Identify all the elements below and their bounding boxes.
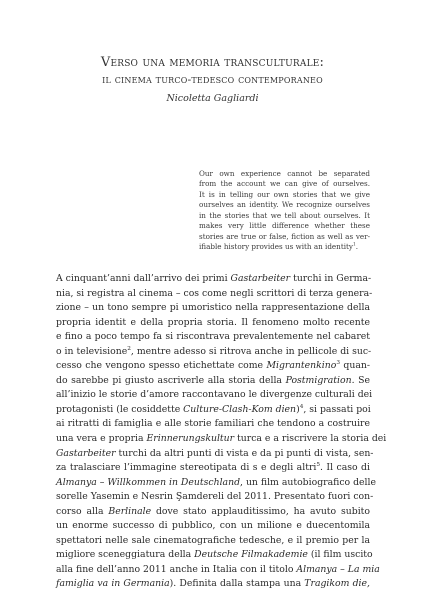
text: , mentre adesso si ritrova anche in pellicole di suc- — [130, 345, 372, 357]
text: protagonisti (le cosiddette — [56, 403, 184, 415]
footnote-ref: 3 — [336, 360, 340, 367]
text: turca e a riscrivere la storia dei — [234, 433, 387, 445]
body-line — [56, 432, 387, 447]
body-line: e fino a poco tempo fa si riscontrava prevalentemente nel cabaret — [56, 331, 370, 343]
epigraph-line: ourselves an identity. We recognize ourselves — [199, 200, 370, 210]
epigraph-line: makes very little difference whether these — [199, 221, 370, 231]
epigraph-text: ifiable history provides us with an identity — [199, 242, 353, 252]
italic-term: Almanya – La mia — [296, 563, 380, 575]
text: dove stato applauditissimo, ha avuto subito — [151, 505, 371, 517]
text: A cinquant’anni dall’arrivo dei primi — [56, 273, 231, 284]
text: ) — [296, 403, 300, 415]
epigraph-line: from the account we can give of ourselves. — [199, 179, 370, 189]
text: migliore sceneggiatura della — [56, 549, 195, 561]
italic-term: Almanya – Willkommen in Deutschland — [56, 476, 241, 488]
body-line — [56, 345, 370, 360]
italic-term: famiglia va in Germania — [56, 578, 170, 590]
epigraph-line — [199, 242, 370, 252]
epigraph-line: in the stories that we tell about ourselves. It — [199, 210, 370, 220]
text: cesso che vengono spesso etichettate come — [56, 360, 267, 372]
italic-term: Tragikom die, — [304, 578, 370, 590]
body-line: spettatori nelle sale cinematografiche tedesche, e il premio per la — [56, 534, 370, 546]
article-title-line-2: il cinema turco-tedesco contemporaneo — [102, 73, 323, 86]
text: corso alla — [56, 505, 109, 517]
text: (il film uscito — [307, 549, 373, 561]
article-author: Nicoletta Gagliardi — [166, 93, 259, 104]
text: , un film autobiografico delle — [240, 476, 377, 488]
epigraph-line: It is in telling our own stories that we give — [199, 189, 370, 199]
footnote-ref: 4 — [299, 403, 304, 410]
text: quan- — [339, 360, 370, 372]
body-text — [56, 272, 387, 592]
body-line: zione – un tono sempre pi umoristico nella rappresentazione della — [56, 302, 370, 314]
text: turchi in Germa- — [290, 273, 372, 284]
body-line — [56, 374, 370, 389]
italic-term: Erinnerungskultur — [146, 433, 235, 445]
body-line: un enorme successo di pubblico, con un milione e duecentomila — [56, 520, 370, 532]
text: alla fine dell’anno 2011 anche in Italia con il titolo — [56, 563, 297, 575]
epigraph-line: stories are true or false, fiction as well as ver- — [199, 231, 370, 241]
epigraph-text: . — [355, 242, 359, 252]
body-line — [56, 505, 370, 520]
italic-term: Berlinale — [108, 505, 152, 517]
italic-term: Gastarbeiter — [56, 447, 116, 459]
text: ). Definita dalla stampa una — [169, 578, 305, 590]
body-line — [56, 272, 370, 287]
body-line — [56, 461, 370, 476]
footnote-ref: 2 — [127, 345, 131, 352]
body-line: all’inizio le storie d’amore raccontavano le divergenze culturali dei — [56, 389, 373, 401]
epigraph — [199, 169, 370, 253]
text: , si passati poi — [303, 403, 371, 415]
text: o in televisione — [56, 345, 128, 357]
article-title-line-1: Verso una memoria transculturale: — [100, 55, 325, 70]
text: . Il caso di — [320, 462, 370, 474]
body-line — [56, 476, 377, 491]
footnote-ref: 5 — [316, 462, 321, 469]
text: za tralasciare l’immagine stereotipata di s e degli altri — [56, 462, 317, 474]
body-line: propria identit e della propria storia. Il fenomeno molto recente — [56, 316, 370, 328]
epigraph-line: Our own experience cannot be separated — [199, 169, 370, 178]
body-line — [56, 548, 373, 563]
italic-term: Migrantenkino — [266, 360, 337, 372]
body-line: nia, si registra al cinema – cos come negli scrittori di terza genera- — [56, 287, 373, 299]
text: do sarebbe pi giusto ascriverle alla storia della — [56, 374, 286, 386]
body-line: sorelle Yasemin e Nesrin Şamdereli del 2011. Presentato fuori con- — [56, 491, 374, 503]
body-line — [56, 359, 370, 374]
text: una vera e propria — [56, 433, 147, 445]
text: . Se — [351, 374, 370, 386]
body-line — [56, 577, 370, 592]
text: turchi da altri punti di vista e da pi punti di vista, sen- — [115, 447, 374, 459]
italic-term: Postmigration — [285, 374, 352, 386]
body-line — [56, 447, 374, 462]
italic-term: Culture-Clash-Kom dien — [183, 403, 297, 415]
body-line: ai ritratti di famiglia e alle storie familiari che tendono a costruire — [56, 418, 370, 430]
footnote-ref: 1 — [352, 242, 356, 248]
body-line — [56, 563, 380, 578]
italic-term: Deutsche Filmakademie — [194, 549, 308, 561]
body-line — [56, 403, 370, 418]
italic-term: Gastarbeiter — [230, 273, 291, 284]
